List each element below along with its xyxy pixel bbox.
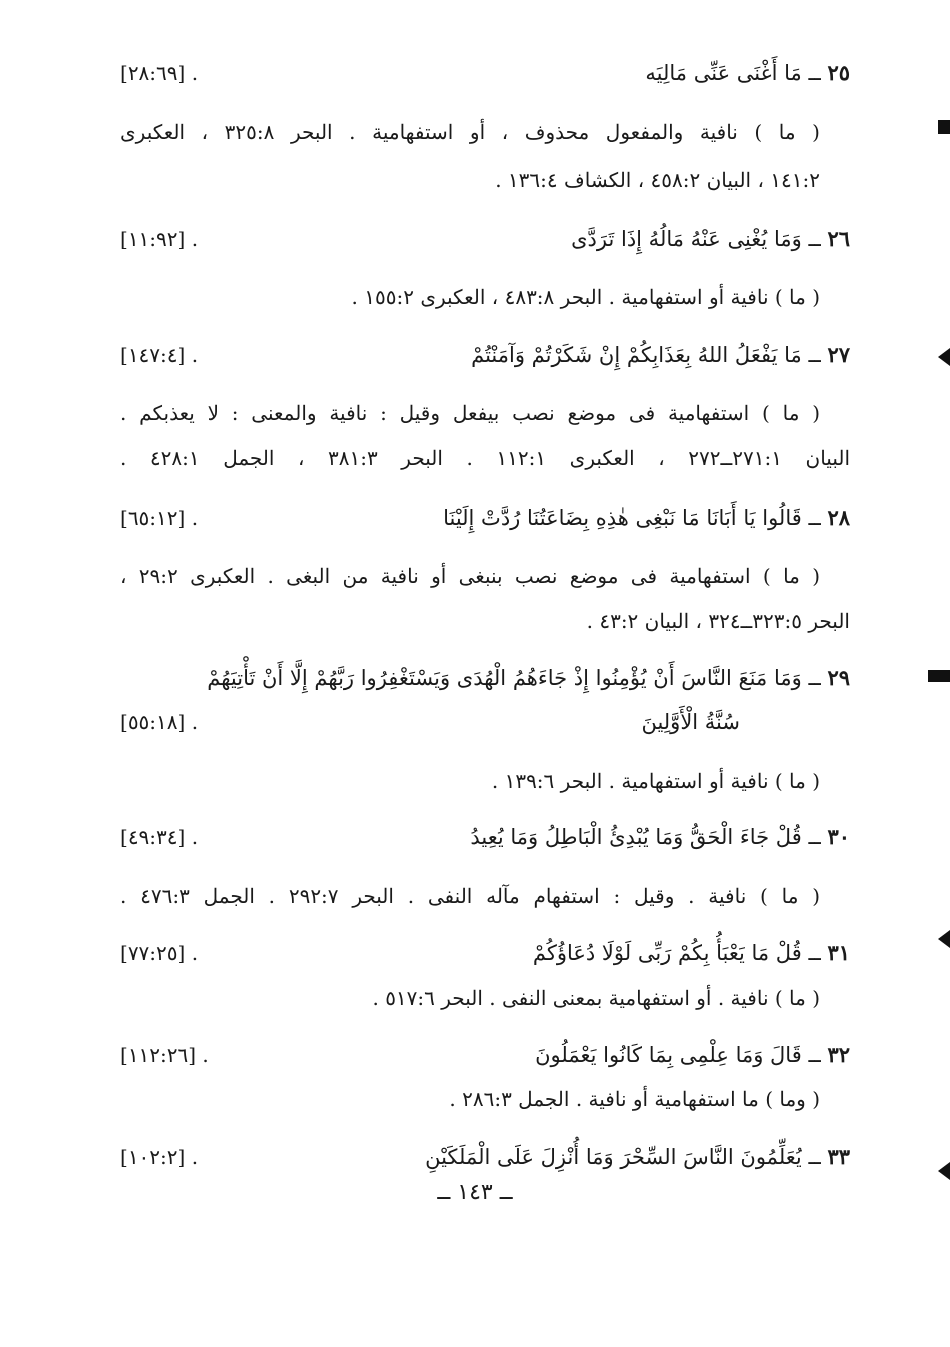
- note-line: ( وما ) ما استفهامية أو نافية . الجمل ٢٨٦:٣ .: [449, 1087, 820, 1111]
- note-line: ( ما ) نافية . وقيل : استفهام مآله النفى . البحر ٢٩٢:٧ . الجمل ٤٧٦:٣ .: [120, 884, 821, 908]
- verse-reference: [١٤٧:٤] .: [120, 343, 199, 367]
- verse-text: وَمَا مَنَعَ النَّاسَ أَنْ يُؤْمِنُوا إِذْ جَاءَهُمُ الْهُدَى وَيَسْتَغْفِرُوا رَبَّهُمْ إِلَّا أَنْ تَأْتِيَهُمْ: [207, 666, 802, 690]
- margin-mark: [938, 930, 950, 948]
- verse-reference: [١١:٩٢] .: [120, 227, 199, 251]
- entry-number: ٢٨: [827, 505, 850, 530]
- document-page: ٢٥ ــ مَا أَغْنَى عَنِّى مَالِيَه [٢٨:٦٩] . ( ما ) نافية والمفعول محذوف ، أو استفهامية . البحر ٣٢٥:٨ ، العكبرى ١٤١:٢ ، البيان ٤٥٨:٢ ، الكشاف ١٣٦:٤ . ٢٦ ــ وَمَا يُغْنِى عَنْهُ مَالُهُ إِذَا تَرَدَّى [١١:٩٢] . ( ما ) نافية أو استفهامية . البحر ٤٨٣:٨ ، العكبرى ١٥٥:٢ . ٢٧ ــ مَا يَفْعَلُ اللهُ بِعَذَابِكُمْ إِنْ شَكَرْتُمْ وَآمَنْتُمْ [١٤٧:٤] . ( ما ) استفهامية فى موضع نصب بيفعل وقيل : نافية والمعنى : لا يعذبكم . البيان ٢٧١:١ــ٢٧٢ ، العكبرى ١١٢:١ . البحر ٣٨١:٣ ، الجمل ٤٢٨:١ . ٢٨ ــ قَالُوا يَا أَبَانَا مَا نَبْغِى هٰذِهِ بِضَاعَتُنَا رُدَّتْ إِلَيْنَا [٦٥:١٢] . ( ما ) استفهامية فى موضع نصب بنبغى أو نافية من البغى . العكبرى ٢٩:٢ ، البحر ٣٢٣:٥ــ٣٢٤ ، البيان ٤٣:٢ . ٢٩ ــ وَمَا مَنَعَ النَّاسَ أَنْ يُؤْمِنُوا إِذْ جَاءَهُمُ الْهُدَى وَيَسْتَغْفِرُوا رَبَّهُمْ إِلَّا أَنْ تَأْتِيَهُمْ سُنَّةُ الْأَوَّلِينَ [٥٥:١٨] . ( ما ) نافية أو استفهامية . البحر ١٣٩:٦ . ٣٠ ــ قُلْ جَاءَ الْحَقُّ وَمَا يُبْدِئُ الْبَاطِلُ وَمَا يُعِيدُ [٤٩:٣٤] . ( ما ) نافية . وقيل : استفهام مآله النفى . البحر ٢٩٢:٧ . الجمل ٤٧٦:٣ . ٣١ ــ قُلْ مَا يَعْبَأُ بِكُمْ رَبِّى لَوْلَا دُعَاؤُكُمْ [٧٧:٢٥] . ( ما ) نافية . أو استفهامية بمعنى النفى . البحر ٥١٧:٦ . ٣٢ ــ قَالَ وَمَا عِلْمِى بِمَا كَانُوا يَعْمَلُونَ [١١٢:٢٦] . ( وما ) ما استفهامية أو نافية . الجمل ٢٨٦:٣ . ٣٣ ــ يُعَلِّمُونَ النَّاسَ السِّحْرَ وَمَا أُنْزِلَ عَلَى الْمَلَكَيْنِ [١٠٢:٢] . ــ ١٤٣ ــ: [0, 0, 950, 1347]
- verse-text: قُلْ جَاءَ الْحَقُّ وَمَا يُبْدِئُ الْبَاطِلُ وَمَا يُعِيدُ: [470, 825, 802, 849]
- note-line: ( ما ) استفهامية فى موضع نصب بنبغى أو نافية من البغى . العكبرى ٢٩:٢ ،: [120, 564, 821, 588]
- verse-text: سُنَّةُ الْأَوَّلِينَ: [641, 710, 740, 734]
- margin-mark: [938, 1162, 950, 1180]
- entry-number: ٢٦: [827, 226, 850, 251]
- margin-mark: [938, 120, 950, 134]
- verse-reference: [٧٧:٢٥] .: [120, 941, 199, 965]
- note-line: ( ما ) نافية أو استفهامية . البحر ٤٨٣:٨ ، العكبرى ١٥٥:٢ .: [351, 285, 820, 309]
- note-line: ١٤١:٢ ، البيان ٤٥٨:٢ ، الكشاف ١٣٦:٤ .: [495, 168, 820, 192]
- entry-number: ٣٢: [827, 1042, 850, 1067]
- verse-reference: [٢٨:٦٩] .: [120, 61, 199, 85]
- page-number: ــ ١٤٣ ــ: [437, 1180, 513, 1205]
- note-line: ( ما ) نافية والمفعول محذوف ، أو استفهامية . البحر ٣٢٥:٨ ، العكبرى: [120, 120, 820, 144]
- verse-text: مَا أَغْنَى عَنِّى مَالِيَه: [645, 61, 802, 85]
- verse-text: قُلْ مَا يَعْبَأُ بِكُمْ رَبِّى لَوْلَا دُعَاؤُكُمْ: [532, 941, 802, 965]
- verse-reference: [٤٩:٣٤] .: [120, 825, 199, 849]
- verse-reference: [٦٥:١٢] .: [120, 506, 199, 530]
- margin-mark: [938, 348, 950, 366]
- verse-text: وَمَا يُغْنِى عَنْهُ مَالُهُ إِذَا تَرَدَّى: [571, 227, 802, 251]
- verse-text: مَا يَفْعَلُ اللهُ بِعَذَابِكُمْ إِنْ شَكَرْتُمْ وَآمَنْتُمْ: [471, 343, 802, 367]
- verse-text: يُعَلِّمُونَ النَّاسَ السِّحْرَ وَمَا أُنْزِلَ عَلَى الْمَلَكَيْنِ: [425, 1145, 802, 1169]
- verse-text: قَالُوا يَا أَبَانَا مَا نَبْغِى هٰذِهِ بِضَاعَتُنَا رُدَّتْ إِلَيْنَا: [443, 506, 802, 530]
- note-line: البحر ٣٢٣:٥ــ٣٢٤ ، البيان ٤٣:٢ .: [586, 609, 850, 633]
- verse-text: قَالَ وَمَا عِلْمِى بِمَا كَانُوا يَعْمَلُونَ: [535, 1043, 802, 1067]
- note-line: ( ما ) نافية أو استفهامية . البحر ١٣٩:٦ .: [491, 769, 820, 793]
- entry-number: ٣١: [827, 940, 850, 965]
- entry-number: ٢٩: [827, 665, 850, 690]
- entry-number: ٣٠: [827, 824, 850, 849]
- margin-mark: [928, 670, 950, 682]
- verse-reference: [٥٥:١٨] .: [120, 710, 199, 734]
- entry-number: ٣٣: [827, 1144, 850, 1169]
- note-line: البيان ٢٧١:١ــ٢٧٢ ، العكبرى ١١٢:١ . البحر ٣٨١:٣ ، الجمل ٤٢٨:١ .: [120, 446, 851, 470]
- verse-reference: [١٠٢:٢] .: [120, 1145, 199, 1169]
- verse-reference: [١١٢:٢٦] .: [120, 1043, 209, 1067]
- entry-number: ٢٧: [827, 342, 850, 367]
- note-line: ( ما ) استفهامية فى موضع نصب بيفعل وقيل : نافية والمعنى : لا يعذبكم .: [120, 401, 820, 425]
- entry-number: ٢٥: [827, 60, 850, 85]
- note-line: ( ما ) نافية . أو استفهامية بمعنى النفى . البحر ٥١٧:٦ .: [372, 986, 820, 1010]
